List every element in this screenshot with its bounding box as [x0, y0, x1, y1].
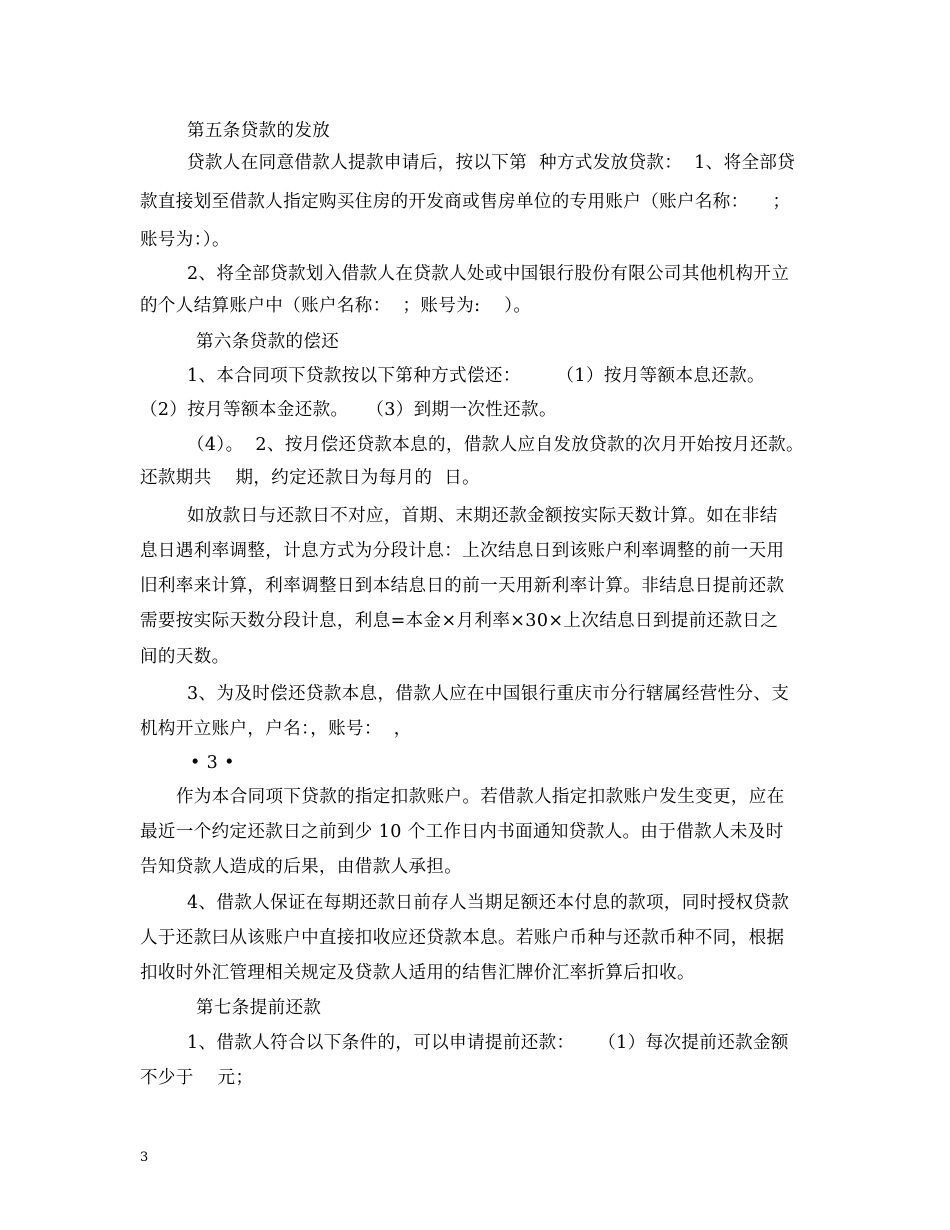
section-5-heading: 第五条贷款的发放 [187, 121, 331, 141]
paragraph-line: 机构开立账户，户名：，账号： ， [140, 719, 412, 739]
paragraph-line: 最近一个约定还款日之前到少 10 个工作日内书面通知贷款人。由于借款人未及时 [140, 822, 784, 842]
paragraph-line: 的个人结算账户中（账户名称： ；账号为: ）。 [140, 296, 532, 316]
paragraph-line: 3、为及时偿还贷款本息，借款人应在中国银行重庆市分行辖属经营性分、支 [187, 684, 790, 704]
paragraph-line: 如放款日与还款日不对应，首期、末期还款金额按实际天数计算。如在非结 [187, 506, 778, 526]
paragraph-line: （4）。 2、按月偿还贷款本息的，借款人应自发放贷款的次月开始按月还款。 [187, 435, 804, 455]
paragraph-line: 还款期共 期，约定还款日为每月的 日。 [140, 468, 481, 488]
paragraph-line: 贷款人在同意借款人提款申请后，按以下第 种方式发放贷款： 1、将全部贷 [187, 153, 796, 173]
paragraph-line: 1、本合同项下贷款按以下第种方式偿还： （1）按月等额本息还款。 [187, 366, 765, 386]
paragraph-line: （2）按月等额本金还款。 （3）到期一次性还款。 [140, 400, 557, 420]
paragraph-line: 不少于 元； [140, 1068, 254, 1088]
paragraph-line: 款直接划至借款人指定购买住房的开发商或售房单位的专用账户（账户名称： ； [140, 192, 791, 212]
paragraph-line: 作为本合同项下贷款的指定扣款账户。若借款人指定扣款账户发生变更，应在 [176, 787, 785, 807]
section-7-heading: 第七条提前还款 [196, 998, 322, 1018]
inline-page-marker: • 3 • [190, 753, 235, 773]
paragraph-line: 4、借款人保证在每期还款日前存人当期足额还本付息的款项，同时授权贷款 [187, 893, 790, 913]
paragraph-line: 间的天数。 [140, 647, 230, 667]
paragraph-line: 需要按实际天数分段计息，利息=本金×月利率×30×上次结息日到提前还款日之 [140, 611, 779, 631]
paragraph-line: 1、借款人符合以下条件的，可以申请提前还款： （1）每次提前还款金额 [187, 1033, 789, 1053]
paragraph-line: 旧利率来计算，利率调整日到本结息日的前一天用新利率计算。非结息日提前还款 [140, 576, 785, 596]
paragraph-line: 扣收时外汇管理相关规定及贷款人适用的结售汇牌价汇率折算后扣收。 [140, 963, 695, 983]
page-number: 3 [140, 1150, 149, 1165]
paragraph-line: 息日遇利率调整，计息方式为分段计息：上次结息日到该账户利率调整的前一天用 [140, 541, 785, 561]
paragraph-line: 账号为：）。 [140, 230, 230, 250]
paragraph-line: 人于还款曰从该账户中直接扣收应还贷款本息。若账户币种与还款币种不同，根据 [140, 928, 785, 948]
section-6-heading: 第六条贷款的偿还 [196, 332, 340, 352]
paragraph-line: 告知贷款人造成的后果，由借款人承担。 [140, 857, 463, 877]
paragraph-line: 2、将全部贷款划入借款人在贷款人处或中国银行股份有限公司其他机构开立 [187, 264, 790, 284]
